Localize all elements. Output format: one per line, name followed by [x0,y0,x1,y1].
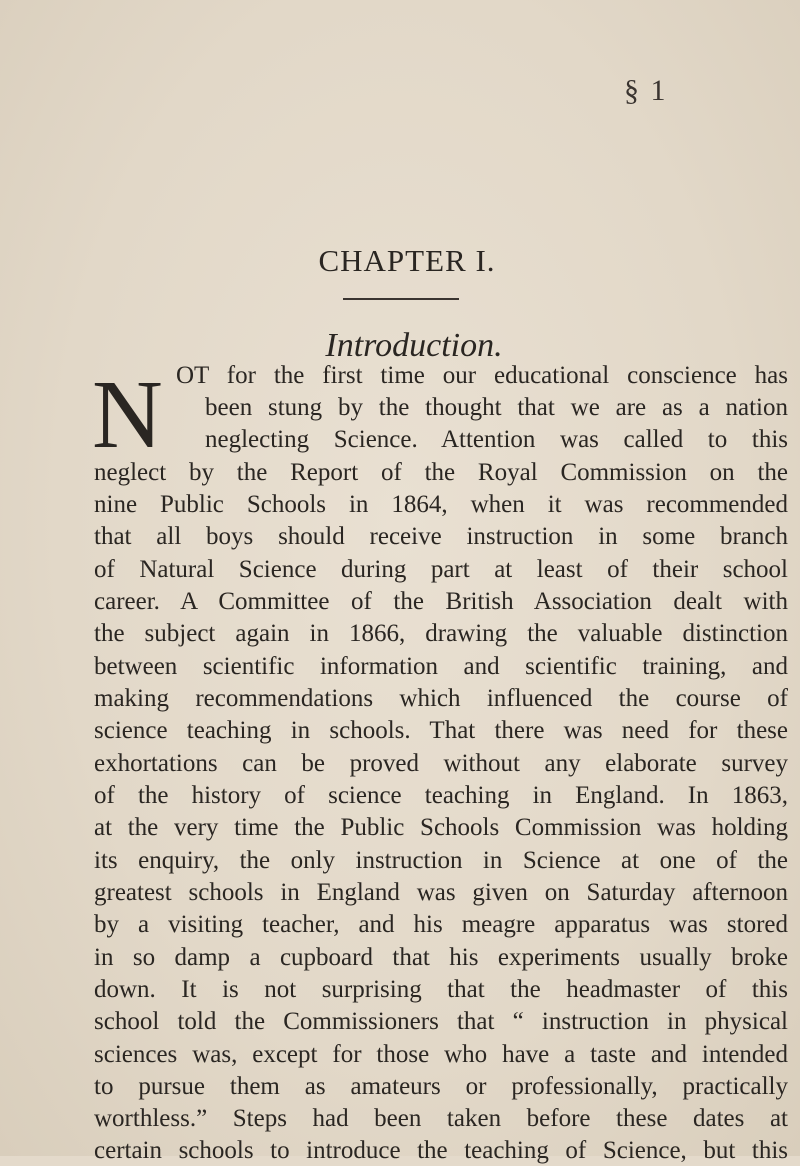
text-line: making recommendations which influenced the course of [94,685,788,712]
text-line: science teaching in schools. That there was need for these [94,717,788,744]
text-line: sciences was, except for those who have a taste and intended [94,1041,788,1068]
text-line: between scientific information and scientific training, and [94,653,788,680]
text-line: by a visiting teacher, and his meagre apparatus was stored [94,911,788,938]
text-line: its enquiry, the only instruction in Science at one of the [94,847,788,874]
chapter-subtitle: Introduction. [325,327,503,364]
text-line: worthless.” Steps had been taken before these dates at [94,1105,788,1132]
text-line: OT for the first time our educational conscience has [176,362,788,389]
text-line: greatest schools in England was given on Saturday afternoon [94,879,788,906]
heading-rule [343,298,459,300]
text-line: exhortations can be proved without any elaborate survey [94,750,788,777]
text-line: of Natural Science during part at least of their school [94,556,788,583]
text-line: to pursue them as amateurs or professionally, practically [94,1073,788,1100]
text-line: in so damp a cupboard that his experiments usually broke [94,944,788,971]
text-line: career. A Committee of the British Association dealt with [94,588,788,615]
text-line: been stung by the thought that we are as a nation [205,394,788,421]
text-line: the subject again in 1866, drawing the valuable distinction [94,620,788,647]
text-line: at the very time the Public Schools Commission was holding [94,814,788,841]
text-line: neglecting Science. Attention was called to this [205,426,788,453]
drop-cap: N [92,361,163,469]
section-mark: § 1 [624,74,668,107]
text-line: neglect by the Report of the Royal Commission on the [94,459,788,486]
text-line: that all boys should receive instruction in some branch [94,523,788,550]
text-line: school told the Commissioners that “ instruction in physical [94,1008,788,1035]
text-line: certain schools to introduce the teaching of Science, but this [94,1137,788,1164]
chapter-heading: CHAPTER I. [318,243,496,278]
text-line: of the history of science teaching in England. In 1863, [94,782,788,809]
text-line: down. It is not surprising that the headmaster of this [94,976,788,1003]
text-line: nine Public Schools in 1864, when it was recommended [94,491,788,518]
